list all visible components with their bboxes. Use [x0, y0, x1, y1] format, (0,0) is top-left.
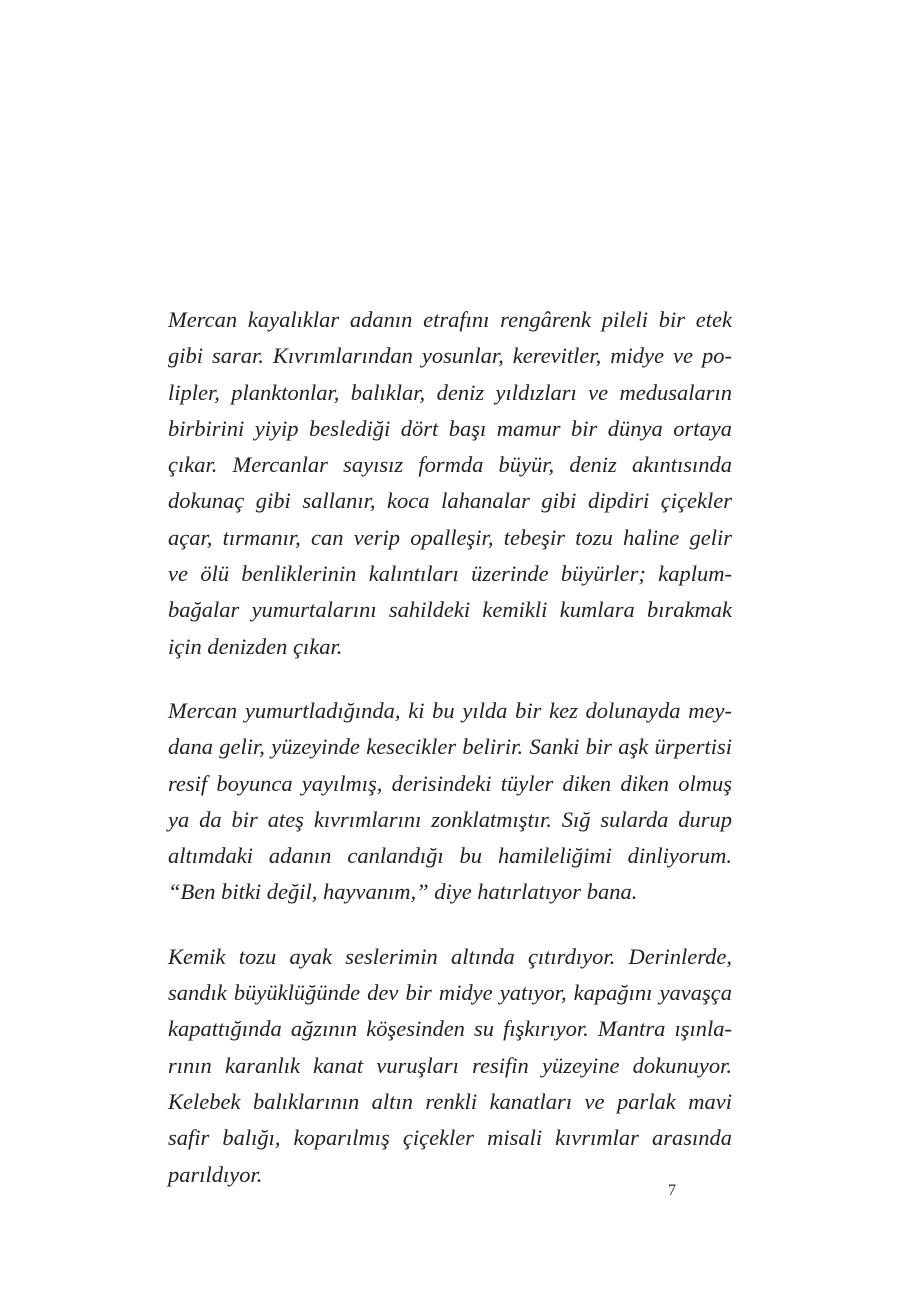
text-line: “Ben bitki değil, hayvanım,” diye hatırlatıyor bana.: [168, 879, 638, 905]
paragraph-1: [168, 302, 732, 665]
text-line: birbirini yiyip beslediği dört başı mamur bir dünya ortaya: [168, 415, 732, 441]
paragraph-3: [168, 939, 732, 1193]
text-line: Kelebek balıklarının altın renkli kanatları ve parlak mavi: [168, 1088, 732, 1114]
text-line: Mercan yumurtladığında, ki bu yılda bir kez dolunayda mey-: [168, 697, 732, 723]
body-text: [168, 302, 732, 1193]
paragraph-2: [168, 693, 732, 911]
page-number: 7: [668, 1182, 676, 1199]
text-line: lipler, planktonlar, balıklar, deniz yıldızları ve medusaların: [168, 379, 732, 405]
text-line: sandık büyüklüğünde dev bir midye yatıyor, kapağını yavaşça: [168, 980, 732, 1006]
text-line: kapattığında ağzının köşesinden su fışkırıyor. Mantra ışınla-: [168, 1016, 732, 1042]
text-line: rının karanlık kanat vuruşları resifin yüzeyine dokunuyor.: [168, 1052, 732, 1078]
text-line: Mercan kayalıklar adanın etrafını rengârenk pileli bir etek: [168, 307, 732, 332]
text-line: çıkar. Mercanlar sayısız formda büyür, deniz akıntısında: [168, 452, 732, 478]
text-line: bağalar yumurtalarını sahildeki kemikli kumlara bırakmak: [168, 597, 732, 623]
text-line: için denizden çıkar.: [168, 633, 343, 659]
text-line: açar, tırmanır, can verip opalleşir, tebeşir tozu haline gelir: [168, 524, 732, 550]
text-line: gibi sarar. Kıvrımlarından yosunlar, kerevitler, midye ve po-: [168, 343, 732, 369]
text-line: ya da bir ateş kıvrımlarını zonklatmıştır. Sığ sularda durup: [168, 806, 732, 832]
text-line: Kemik tozu ayak seslerimin altında çıtırdıyor. Derinlerde,: [168, 943, 732, 969]
text-line: dokunaç gibi sallanır, koca lahanalar gibi dipdiri çiçekler: [168, 488, 732, 514]
text-line: ve ölü benliklerinin kalıntıları üzerinde büyürler; kaplum-: [168, 561, 732, 587]
text-line: dana gelir, yüzeyinde kesecikler belirir. Sanki bir aşk ürpertisi: [168, 734, 732, 760]
text-line: altımdaki adanın canlandığı bu hamileliğimi dinliyorum.: [168, 843, 732, 869]
text-line: resif boyunca yayılmış, derisindeki tüyler diken diken olmuş: [168, 770, 732, 796]
text-line: parıldıyor.: [168, 1161, 263, 1187]
text-line: safir balığı, koparılmış çiçekler misali kıvrımlar arasında: [168, 1125, 732, 1151]
